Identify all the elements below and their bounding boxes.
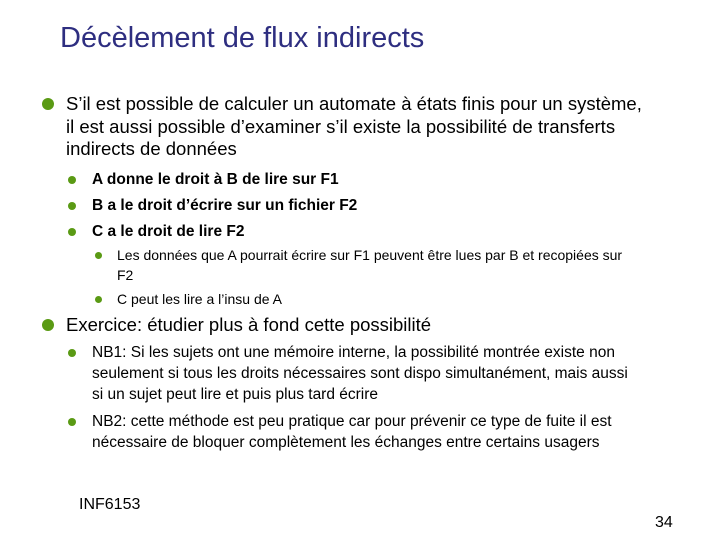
bullet-2 [42, 314, 652, 337]
bullet-2-text: Exercice: étudier plus à fond cette possibilité [66, 314, 432, 335]
sub-item-2: B a le droit d’écrire sur un fichier F2 [92, 197, 358, 214]
bullet-dot-icon [68, 349, 76, 357]
slide-title: Décèlement de flux indirects [60, 22, 425, 54]
bullet-dot-icon [68, 202, 76, 210]
bullet-dot-icon [68, 418, 76, 426]
bullet-dot-icon [95, 252, 102, 259]
bullet-dot-icon [68, 228, 76, 236]
subsub-list-1 [95, 245, 640, 309]
sub-list-2 [68, 342, 633, 453]
bullet-dot-icon [95, 296, 102, 303]
footer-course-code: INF6153 [79, 496, 141, 513]
subsub-item-2: C peut les lire a l’insu de A [117, 291, 282, 307]
page-number: 34 [655, 514, 673, 531]
sub-item-1: A donne le droit à B de lire sur F1 [92, 171, 339, 188]
nb2-text: NB2: cette méthode est peu pratique car pour prévenir ce type de fuite il est nécessaire de bloquer complètement les échanges entre certains usagers [92, 413, 612, 451]
bullet-1-text: S’il est possible de calculer un automate à états finis pour un système, il est aussi possible d’examiner s’il existe la possibilité de transferts indirects de données [66, 93, 642, 159]
sub-item-3: C a le droit de lire F2 [92, 223, 245, 240]
bullet-dot-icon [42, 98, 54, 110]
sub-list-1 [68, 169, 628, 247]
nb1-text: NB1: Si les sujets ont une mémoire interne, la possibilité montrée existe non seulement si tous les droits nécessaires sont dispo simultanément, mais aussi si un sujet peut lire et puis plus tard écrire [92, 344, 628, 403]
bullet-dot-icon [42, 319, 54, 331]
bullet-dot-icon [68, 176, 76, 184]
subsub-item-1: Les données que A pourrait écrire sur F1 peuvent être lues par B et recopiées sur F2 [117, 247, 623, 283]
bullet-1 [42, 93, 652, 161]
